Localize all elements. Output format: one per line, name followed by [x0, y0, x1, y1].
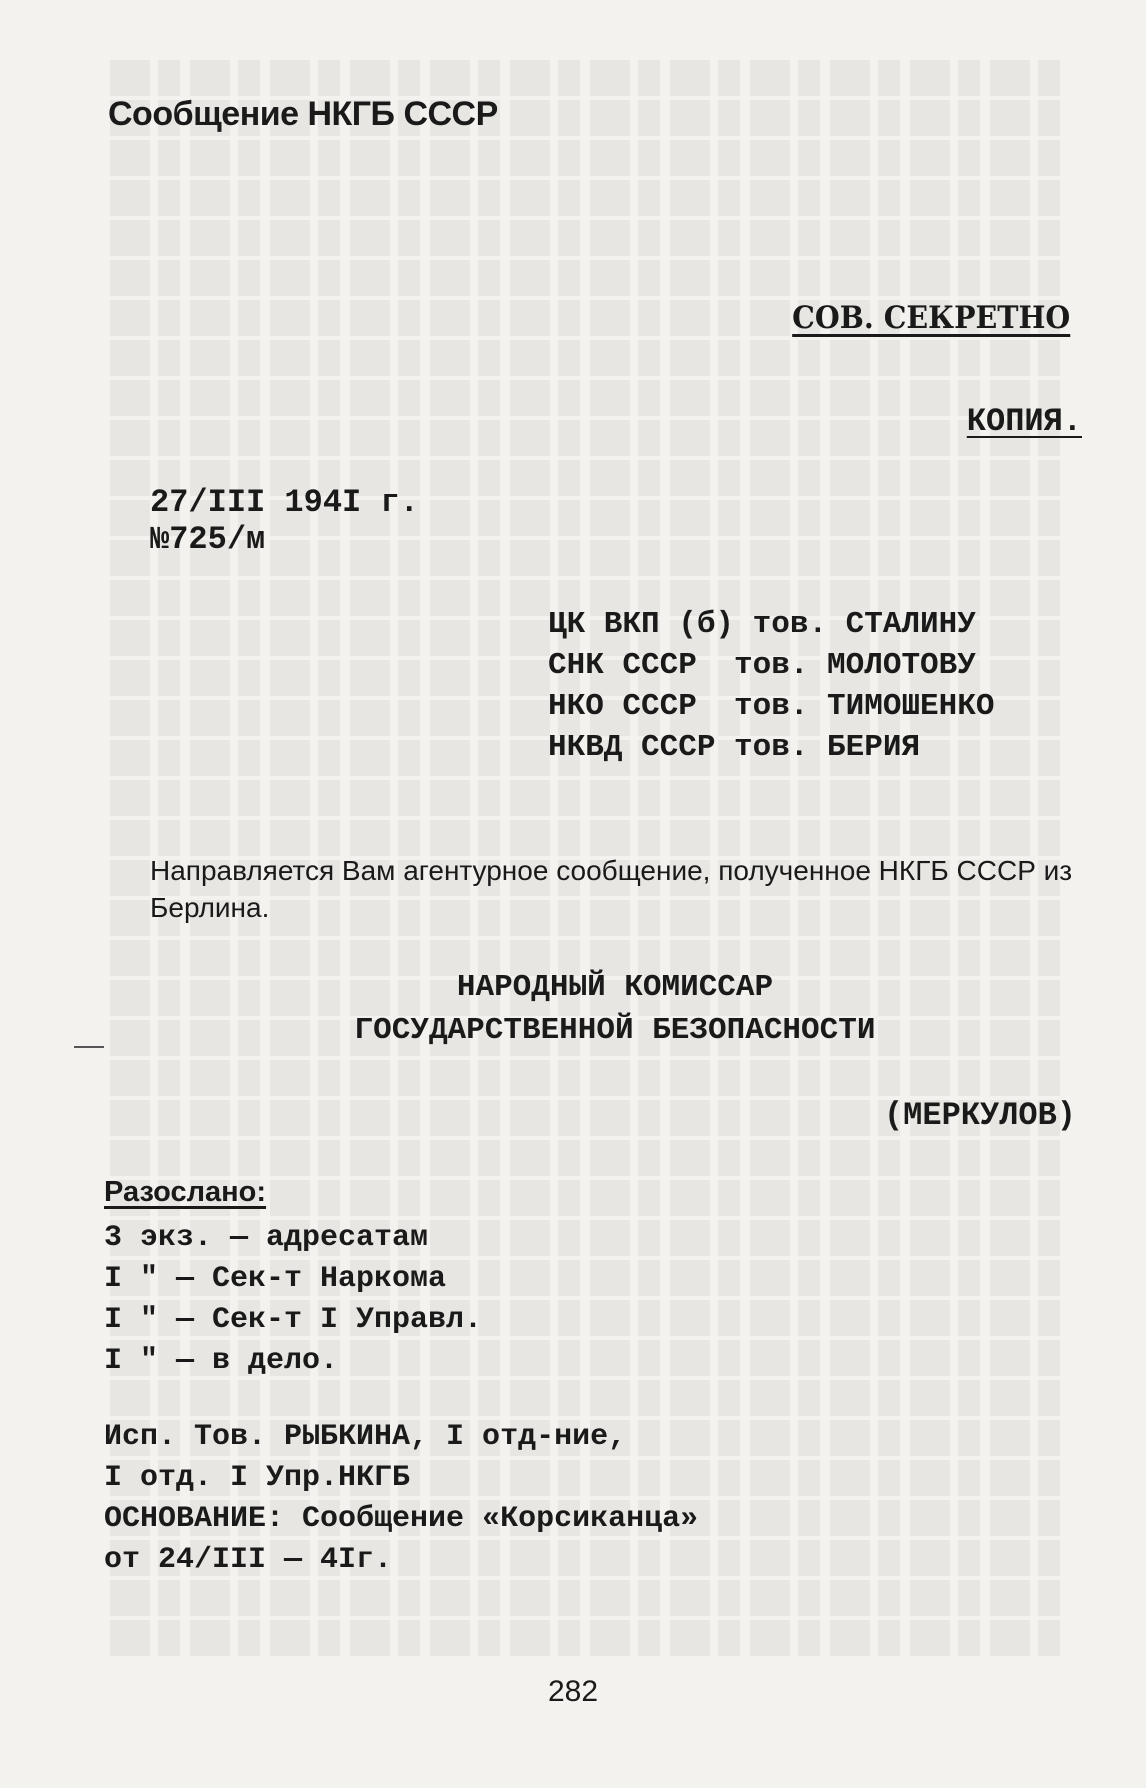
- signature-title-line: ГОСУДАРСТВЕННОЙ БЕЗОПАСНОСТИ: [354, 1013, 876, 1048]
- executor-line: Исп. Тов. РЫБКИНА, I отд-ние,: [104, 1420, 627, 1454]
- copy-mark: КОПИЯ.: [966, 403, 1082, 440]
- recipient-line: ЦК ВКП (б) тов. СТАЛИНУ: [548, 607, 976, 642]
- document-number: №725/м: [150, 521, 266, 558]
- distribution-line: I " — в дело.: [104, 1344, 339, 1378]
- executor-line: ОСНОВАНИЕ: Сообщение «Корсиканца»: [104, 1502, 699, 1536]
- secret-stamp: СОВ. СЕКРЕТНО: [791, 300, 1070, 336]
- page-number: 282: [547, 1675, 599, 1708]
- distribution-label: Разослано:: [104, 1176, 267, 1208]
- margin-mark: [74, 1046, 104, 1048]
- distribution-line: 3 экз. — адресатам: [104, 1221, 429, 1255]
- distribution-list: [104, 1218, 482, 1382]
- recipient-line: НКО СССР тов. ТИМОШЕНКО: [548, 689, 995, 724]
- document-title: Сообщение НКГБ СССР: [108, 95, 498, 133]
- recipient-line: СНК СССР тов. МОЛОТОВУ: [548, 648, 976, 683]
- recipients-list: [548, 604, 994, 768]
- executor-block: [104, 1417, 698, 1581]
- executor-line: I отд. I Упр.НКГБ: [104, 1461, 411, 1495]
- distribution-line: I " — Сек-т I Управл.: [104, 1303, 483, 1337]
- body-text: Направляется Вам агентурное сообщение, полученное НКГБ СССР из Берлина.: [150, 855, 1073, 923]
- document-date: 27/III 194I г.: [150, 484, 419, 521]
- distribution-line: I " — Сек-т Наркома: [104, 1262, 447, 1296]
- signature-title-line: НАРОДНЫЙ КОМИССАР: [456, 970, 774, 1005]
- signature-title: [270, 966, 960, 1052]
- signature-name: (МЕРКУЛОВ): [883, 1097, 1076, 1134]
- body-paragraph: [104, 852, 1084, 926]
- recipient-line: НКВД СССР тов. БЕРИЯ: [548, 730, 921, 765]
- executor-line: от 24/III — 4Iг.: [104, 1543, 393, 1577]
